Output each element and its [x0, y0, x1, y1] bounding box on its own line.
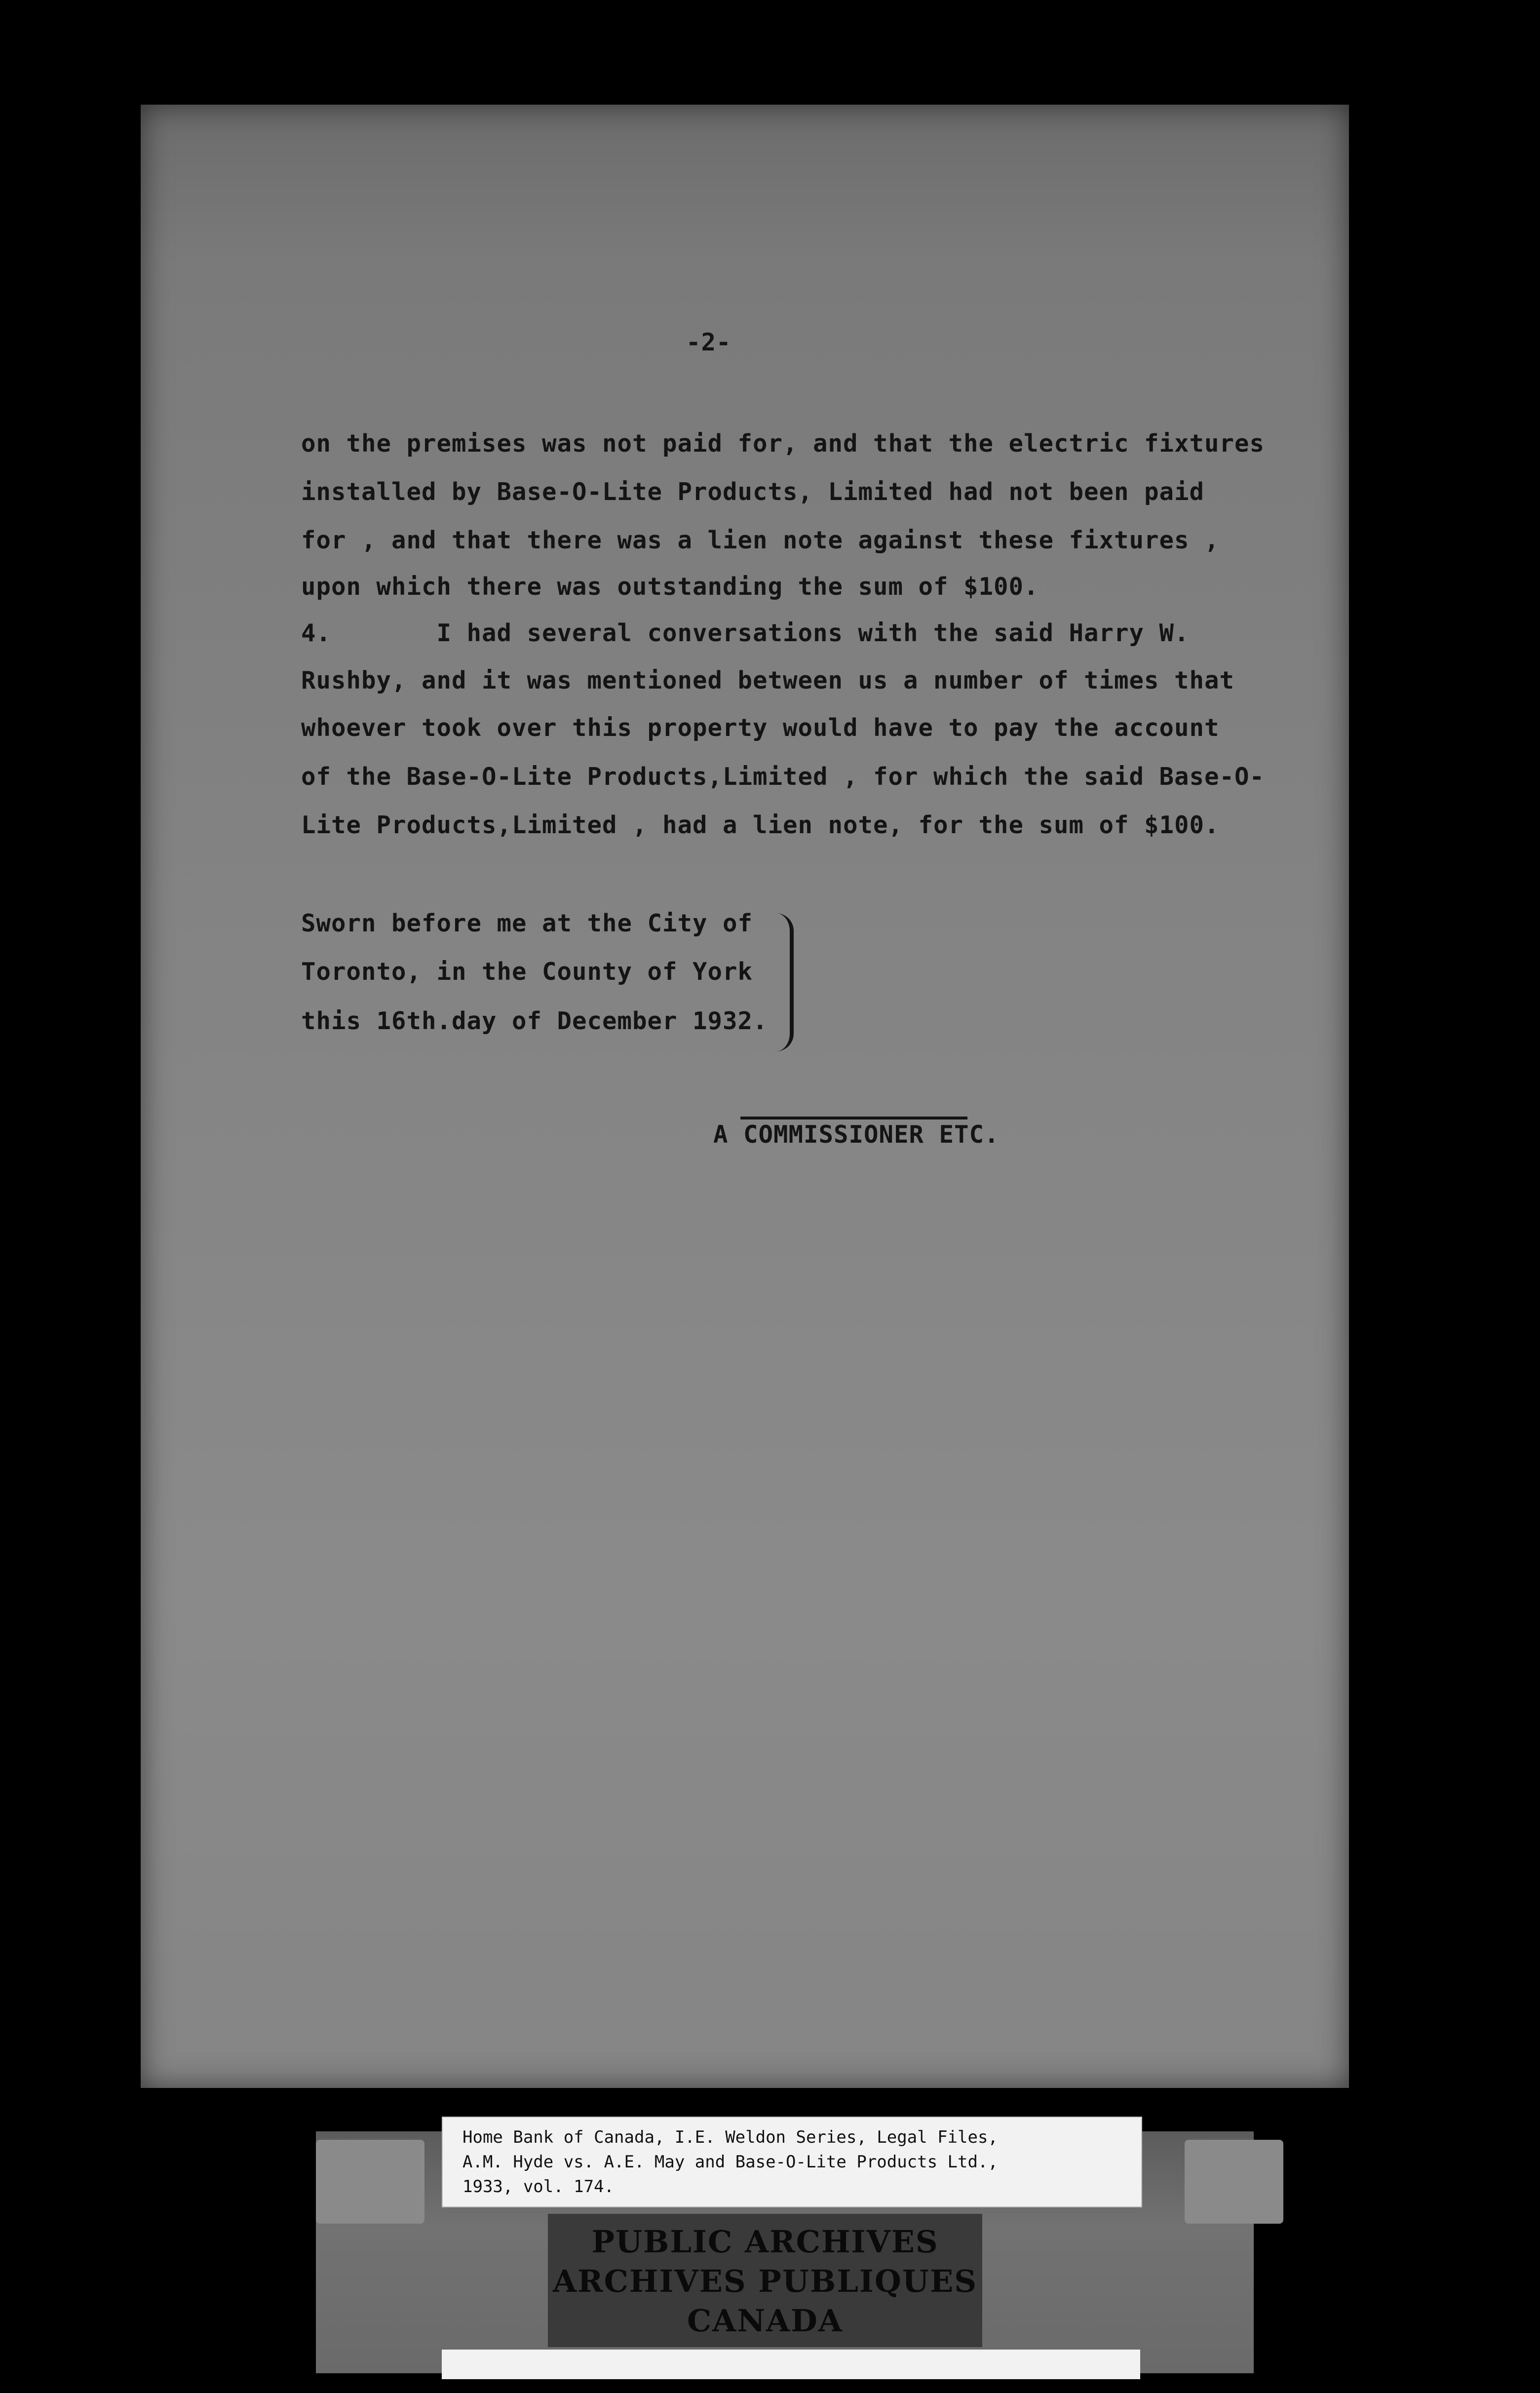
body-line: Rushby, and it was mentioned between us a number of times that	[301, 666, 1235, 695]
signature-line	[740, 1117, 967, 1119]
jurat-brace	[776, 913, 794, 1051]
stamp-line: CANADA	[687, 2303, 844, 2339]
body-line: whoever took over this property would have to pay the account	[301, 714, 1220, 742]
archive-reference-label	[442, 2117, 1142, 2207]
body-line: 4. I had several conversations with the said Harry W.	[301, 619, 1190, 647]
stamp-line: ARCHIVES PUBLIQUES	[552, 2263, 978, 2299]
body-line: of the Base-O-Lite Products,Limited , for which the said Base-O-	[301, 763, 1265, 791]
body-line: on the premises was not paid for, and that the electric fixtures	[301, 429, 1265, 458]
body-line: installed by Base-O-Lite Products, Limited had not been paid	[301, 478, 1205, 506]
body-line: Lite Products,Limited , had a lien note, for the sum of $100.	[301, 811, 1220, 839]
jurat-line: this 16th.day of December 1932.	[301, 1007, 768, 1035]
label-line: A.M. Hyde vs. A.E. May and Base-O-Lite Products Ltd.,	[462, 2152, 998, 2172]
jurat-line: Toronto, in the County of York	[301, 958, 753, 986]
body-line: for , and that there was a lien note against these fixtures ,	[301, 526, 1220, 554]
label-strip	[442, 2350, 1140, 2379]
stamp-tab-left	[316, 2140, 424, 2224]
label-line: 1933, vol. 174.	[462, 2177, 615, 2197]
stamp-tab-right	[1185, 2140, 1283, 2224]
commissioner-signature: A COMMISSIONER ETC.	[713, 1120, 1000, 1149]
public-archives-stamp	[548, 2214, 982, 2347]
body-line: upon which there was outstanding the sum of $100.	[301, 573, 1039, 601]
stamp-line: PUBLIC ARCHIVES	[591, 2224, 939, 2260]
jurat-line: Sworn before me at the City of	[301, 909, 753, 937]
page-number: -2-	[686, 328, 732, 356]
document-page	[141, 105, 1349, 2088]
label-line: Home Bank of Canada, I.E. Weldon Series, Legal Files,	[462, 2127, 998, 2147]
